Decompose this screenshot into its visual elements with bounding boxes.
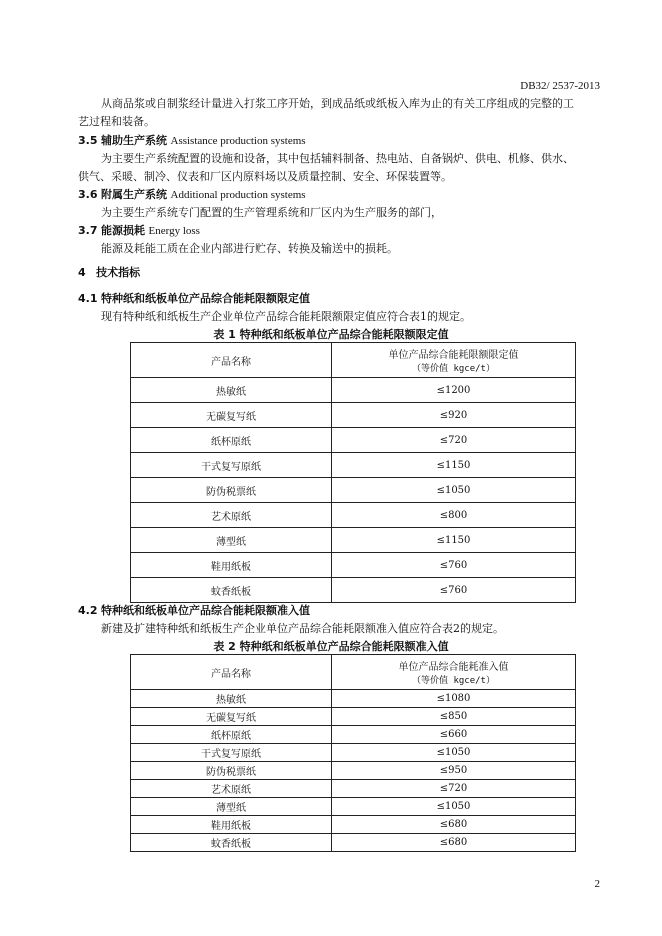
section-3-6-heading [78,186,598,204]
table-row [131,428,576,453]
product-name-cell: 防伪税票纸 [131,478,332,503]
table-row [131,403,576,428]
table-row [131,478,576,503]
section-title: 特种纸和纸板单位产品综合能耗限额限定值 [101,292,310,305]
product-name-cell: 纸杯原纸 [131,726,332,744]
product-name-cell: 鞋用纸板 [131,816,332,834]
section-title-en: Additional production systems [170,189,306,201]
value-cell: ≤680 [332,816,576,834]
table-row [131,578,576,603]
table-2-caption: 表 2 特种纸和纸板单位产品综合能耗限额准入值 [213,640,449,653]
section-4-2-heading [78,602,598,620]
value-cell: ≤920 [332,403,576,428]
product-name-cell: 蚊香纸板 [131,834,332,852]
value-cell: ≤1080 [332,690,576,708]
intro-line-2: 艺过程和装备。 [78,115,155,128]
product-name-cell: 热敏纸 [131,690,332,708]
product-name-cell: 防伪税票纸 [131,762,332,780]
section-number: 3.5 [78,134,98,147]
value-cell: ≤950 [332,762,576,780]
product-name-cell: 艺术原纸 [131,503,332,528]
table-row [131,503,576,528]
section-4-heading [78,264,598,282]
product-name-cell: 薄型纸 [131,798,332,816]
value-cell: ≤720 [332,428,576,453]
header-product-name: 产品名称 [131,655,332,690]
section-4-1-heading [78,290,598,308]
table-1 [130,342,576,603]
section-number: 4 [78,266,86,279]
table-row [131,708,576,726]
section-number: 3.6 [78,188,98,201]
header-value-line-1: 单位产品综合能耗准入值 [398,662,509,673]
table-header-row [131,343,576,378]
table-row [131,798,576,816]
product-name-cell: 热敏纸 [131,378,332,403]
product-name-cell: 干式复写原纸 [131,453,332,478]
table-row [131,690,576,708]
product-name-cell: 艺术原纸 [131,780,332,798]
header-value [332,655,576,690]
value-cell: ≤1150 [332,528,576,553]
standard-code: DB32/ 2537-2013 [520,80,600,92]
value-cell: ≤1050 [332,744,576,762]
value-cell: ≤720 [332,780,576,798]
table-row [131,834,576,852]
table-row [131,762,576,780]
header-value-line-1: 单位产品综合能耗限额限定值 [388,350,519,361]
section-3-7-body: 能源及耗能工质在企业内部进行贮存、转换及输送中的损耗。 [101,242,398,255]
section-3-5-body-1: 为主要生产系统配置的设施和设备，其中包括辅料制备、热电站、自备锅炉、供电、机修、供水、 [101,152,574,165]
product-name-cell: 鞋用纸板 [131,553,332,578]
section-4-1-body: 现有特种纸和纸板生产企业单位产品综合能耗限额限定值应符合表1的规定。 [101,310,471,323]
section-number: 3.7 [78,224,98,237]
value-cell: ≤850 [332,708,576,726]
header-value-line-2: （等价值 kgce/t） [412,676,495,686]
section-title: 附属生产系统 [101,188,167,201]
table-row [131,378,576,403]
value-cell: ≤1200 [332,378,576,403]
page-number: 2 [594,878,600,890]
product-name-cell: 纸杯原纸 [131,428,332,453]
section-number: 4.1 [78,292,98,305]
table-row [131,816,576,834]
product-name-cell: 干式复写原纸 [131,744,332,762]
value-cell: ≤1150 [332,453,576,478]
header-value-line-2: （等价值 kgce/t） [412,364,495,374]
section-3-5-body-2: 供气、采暖、制冷、仪表和厂区内原料场以及质量控制、安全、环保装置等。 [78,170,452,183]
section-3-7-heading [78,222,598,240]
product-name-cell: 无碳复写纸 [131,708,332,726]
header-value [332,343,576,378]
section-title: 辅助生产系统 [101,134,167,147]
value-cell: ≤1050 [332,798,576,816]
section-title-en: Energy loss [148,225,200,237]
header-product-name: 产品名称 [131,343,332,378]
product-name-cell: 蚊香纸板 [131,578,332,603]
section-title: 特种纸和纸板单位产品综合能耗限额准入值 [101,604,310,617]
table-row [131,553,576,578]
table-row [131,453,576,478]
section-title: 能源损耗 [101,224,145,237]
value-cell: ≤660 [332,726,576,744]
value-cell: ≤1050 [332,478,576,503]
intro-line-1: 从商品浆或自制浆经计量进入打浆工序开始，到成品纸或纸板入库为止的有关工序组成的完整的工 [101,97,574,110]
section-title: 技术指标 [96,266,141,279]
table-2 [130,654,576,852]
value-cell: ≤680 [332,834,576,852]
section-3-5-heading [78,132,598,150]
section-title-en: Assistance production systems [170,135,306,147]
section-4-2-body: 新建及扩建特种纸和纸板生产企业单位产品综合能耗限额准入值应符合表2的规定。 [101,622,504,635]
table-row [131,780,576,798]
table-row [131,726,576,744]
product-name-cell: 无碳复写纸 [131,403,332,428]
value-cell: ≤800 [332,503,576,528]
product-name-cell: 薄型纸 [131,528,332,553]
table-header-row [131,655,576,690]
section-3-6-body: 为主要生产系统专门配置的生产管理系统和厂区内为生产服务的部门， [101,206,442,219]
table-1-caption: 表 1 特种纸和纸板单位产品综合能耗限额限定值 [213,328,449,341]
table-row [131,528,576,553]
value-cell: ≤760 [332,553,576,578]
section-number: 4.2 [78,604,98,617]
value-cell: ≤760 [332,578,576,603]
table-row [131,744,576,762]
